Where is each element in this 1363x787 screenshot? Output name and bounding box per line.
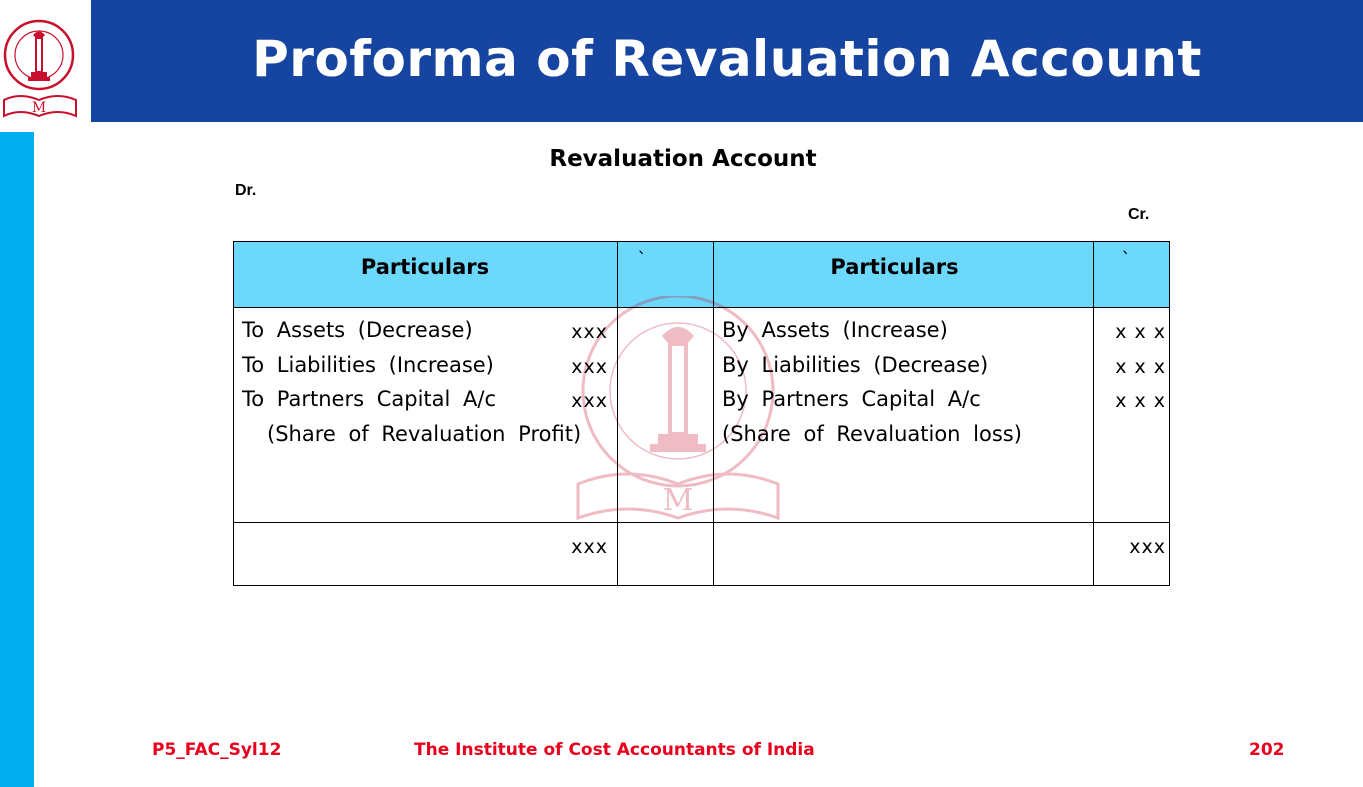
table-header-divider	[233, 307, 1170, 308]
debit-line-text: To Partners Capital A/c	[242, 387, 497, 411]
account-title: Revaluation Account	[549, 146, 817, 172]
debit-label: Dr.	[235, 182, 257, 199]
svg-text:M: M	[662, 483, 694, 518]
footer-course-code: P5_FAC_Syl12	[152, 740, 282, 760]
debit-total: xxx	[571, 536, 608, 558]
header-credit-particulars: Particulars	[830, 255, 959, 279]
table-border-right	[1169, 241, 1170, 586]
side-accent-bar	[0, 132, 34, 787]
table-totals-divider	[233, 522, 1170, 523]
header-debit-amount-symbol: `	[637, 249, 647, 270]
credit-line-amount: x x x	[1115, 321, 1166, 343]
header-debit-particulars: Particulars	[360, 255, 490, 279]
page-title: Proforma of Revaluation Account	[252, 30, 1202, 88]
table-border-left	[233, 241, 234, 586]
icai-emblem-logo-icon	[0, 0, 91, 122]
credit-line-text: (Share of Revaluation loss)	[722, 422, 1022, 446]
credit-line-text: By Liabilities (Decrease)	[722, 353, 989, 377]
credit-line-text: By Partners Capital A/c	[722, 387, 981, 411]
title-bar	[91, 0, 1363, 122]
footer-institute-name: The Institute of Cost Accountants of India	[414, 740, 815, 760]
column-divider	[713, 241, 714, 586]
debit-line-text: (Share of Revaluation Profit)	[267, 422, 582, 446]
debit-line-text: To Assets (Decrease)	[242, 318, 473, 342]
credit-line-text: By Assets (Increase)	[722, 318, 948, 342]
ledger-table	[233, 241, 1170, 586]
debit-line-amount: xxx	[571, 321, 608, 343]
credit-line-amount: x x x	[1115, 390, 1166, 412]
column-divider	[1093, 241, 1094, 586]
header-credit-amount-symbol: `	[1121, 249, 1131, 270]
table-border-bottom	[233, 585, 1170, 586]
debit-line-text: To Liabilities (Increase)	[242, 353, 494, 377]
footer-page-number: 202	[1249, 740, 1285, 760]
credit-total: xxx	[1129, 536, 1166, 558]
debit-line-amount: xxx	[571, 390, 608, 412]
column-divider	[617, 241, 618, 586]
table-border-top	[233, 241, 1170, 242]
logo	[0, 0, 91, 122]
credit-label: Cr.	[1128, 206, 1150, 223]
svg-text:M: M	[31, 100, 47, 116]
debit-line-amount: xxx	[571, 356, 608, 378]
credit-line-amount: x x x	[1115, 356, 1166, 378]
